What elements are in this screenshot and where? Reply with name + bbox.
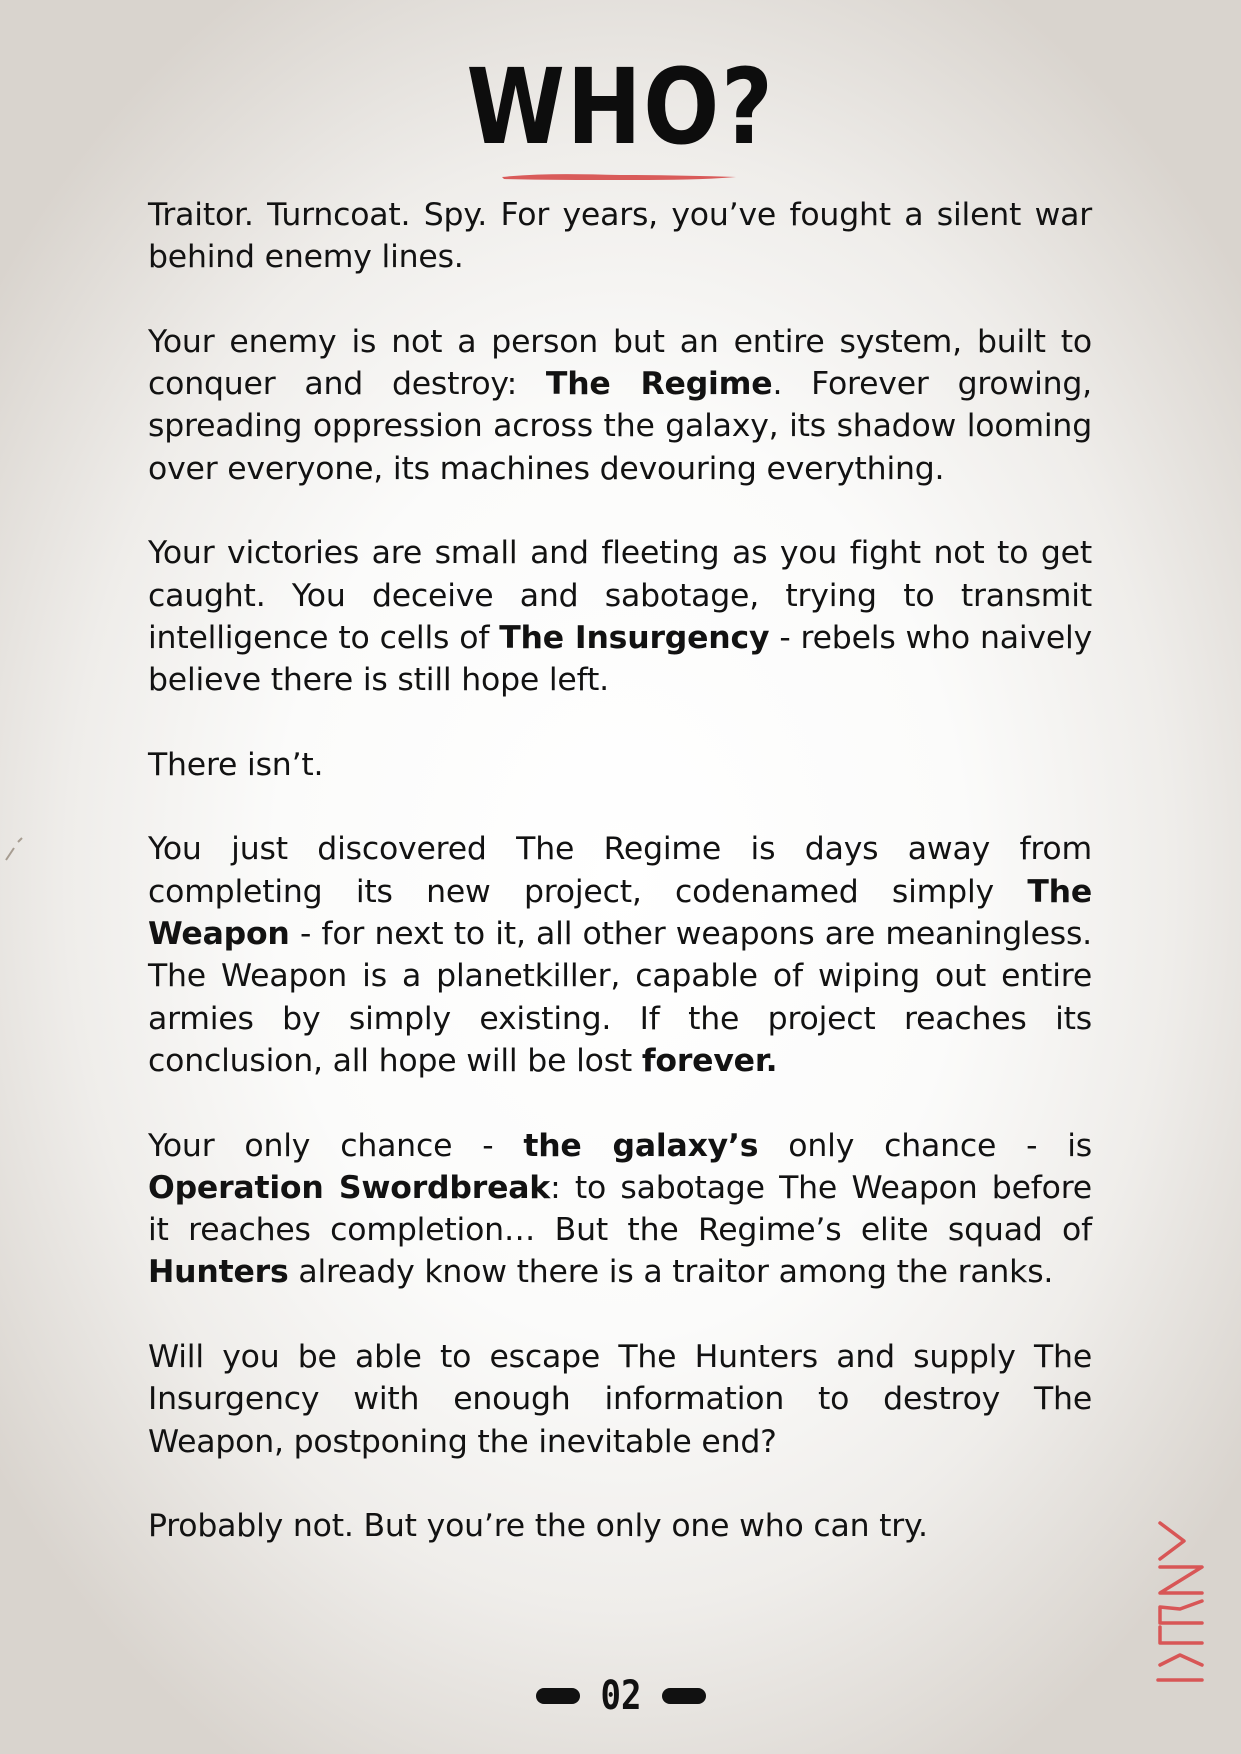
text-run: - for next to it, all other weapons are meaningless. The Weapon is a planetkiller, capable of wiping out entire armies by simply existing. If the project reaches its conclusion, all hope will be lost: [148, 916, 1092, 1079]
footer-ornament-right: [662, 1688, 706, 1704]
page-title: WHO?: [466, 46, 775, 168]
body-text: [148, 194, 1092, 1590]
bold-term: forever.: [641, 1042, 778, 1079]
paragraph: [148, 828, 1092, 1082]
bold-term: the galaxy’s: [523, 1127, 759, 1164]
page-footer: [536, 1668, 706, 1722]
paragraph: [148, 194, 1092, 279]
text-run: Probably not. But you’re the only one who can try.: [148, 1508, 928, 1545]
text-run: . Forever growing, spreading oppression across the galaxy, its shadow looming over everyone, its machines devouring everything.: [148, 366, 1092, 487]
bold-term: The Insurgency: [499, 619, 770, 656]
bold-term: Operation Swordbreak: [148, 1169, 551, 1206]
paragraph: [148, 532, 1092, 701]
text-run: only chance - is: [758, 1127, 1093, 1164]
text-run: Your victories are small and fleeting as you fight not to get caught. You deceive and sabotage, trying to transmit intelligence to cells of: [148, 535, 1092, 656]
text-run: Will you be able to escape The Hunters and supply The Insurgency with enough information to destroy The Weapon, postponing the inevitable end?: [148, 1339, 1092, 1460]
title-underline: [500, 170, 740, 184]
paragraph: [148, 321, 1092, 490]
text-run: Your only chance -: [148, 1127, 524, 1164]
bold-term: The Regime: [545, 366, 773, 403]
text-run: already know there is a traitor among the ranks.: [288, 1254, 1054, 1291]
edge-scratch: [4, 830, 34, 870]
red-signature-stamp: [1150, 1505, 1210, 1685]
text-run: - rebels who naively believe there is still hope left.: [148, 619, 1093, 699]
page-number: 02: [600, 1673, 642, 1719]
paragraph: [148, 744, 1092, 786]
paragraph: [148, 1336, 1092, 1463]
paragraph: [148, 1505, 1092, 1547]
paragraph: [148, 1125, 1092, 1294]
text-run: Traitor. Turncoat. Spy. For years, you’ve fought a silent war behind enemy lines.: [148, 197, 1092, 276]
bold-term: The Weapon: [148, 873, 1092, 953]
bold-term: Hunters: [148, 1254, 289, 1291]
text-run: You just discovered The Regime is days away from completing its new project, codenamed simply: [148, 831, 1092, 910]
text-run: There isn’t.: [148, 746, 324, 783]
text-run: Your enemy is not a person but an entire system, built to conquer and destroy:: [148, 323, 1092, 403]
text-run: : to sabotage The Weapon before it reaches completion… But the Regime’s elite squad of: [148, 1169, 1092, 1249]
